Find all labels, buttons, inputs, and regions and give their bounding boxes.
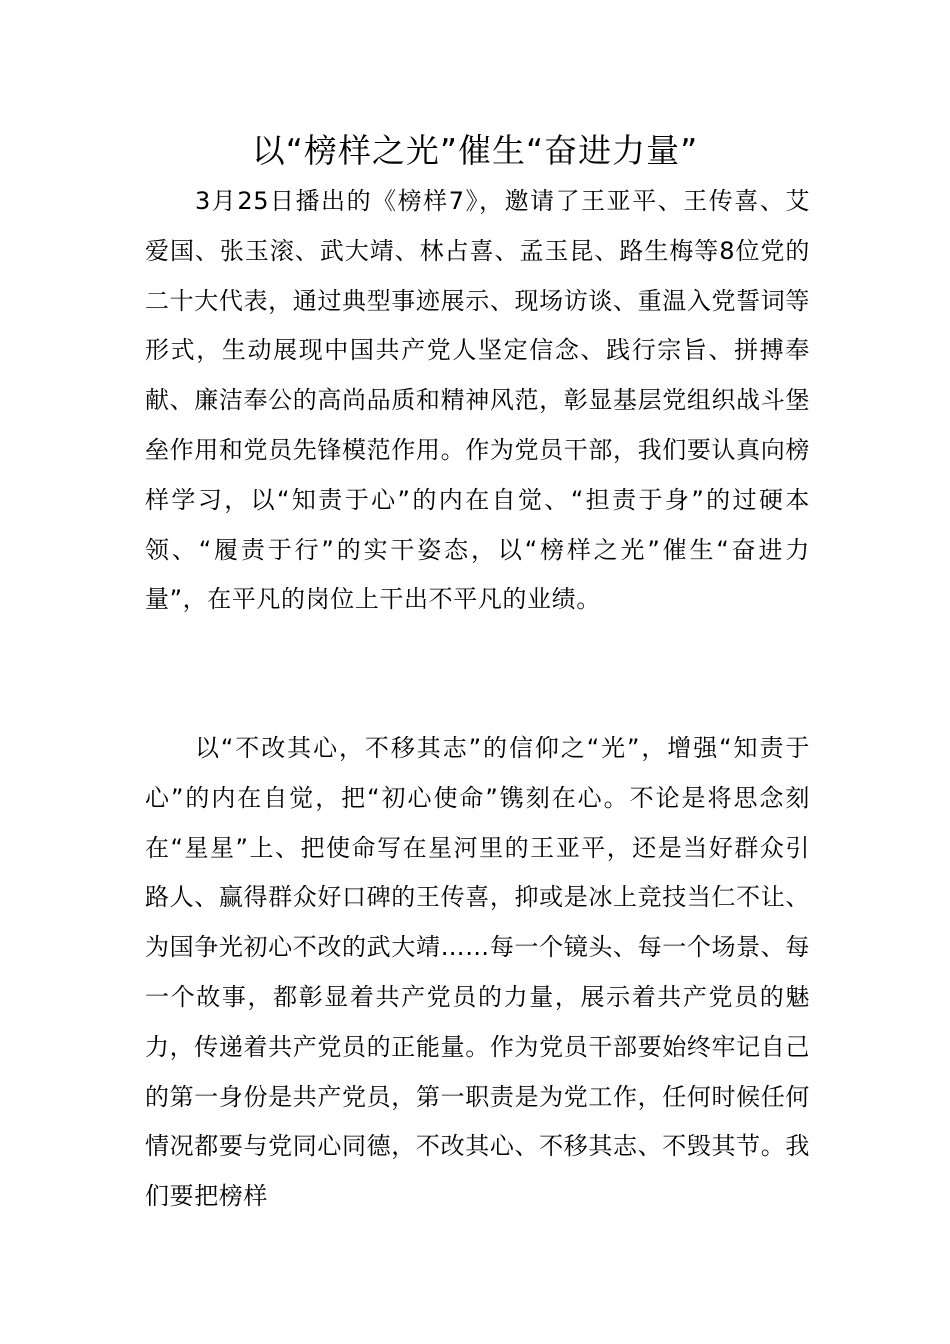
document-title: 以“榜样之光”催生“奋进力量” xyxy=(251,131,699,170)
paragraph-section-one: 以“不改其心，不移其志”的信仰之“光”，增强“知责于心”的内在自觉，把“初心使命”镌刻在心。不论是将思念刻在“星星”上、把使命写在星河里的王亚平，还是当好群众引路人、赢得群众好口碑的王传喜，抑或是冰上竞技当仁不让、为国争光初心不改的武大靖……每一个镜头、每一个场景、每一个故事，都彰显着共产党员的力量，展示着共产党员的魅力，传递着共产党员的正能量。作为党员干部要始终牢记自己的第一身份是共产党员，第一职责是为党工作，任何时候任何情况都要与党同心同德，不改其心、不移其志、不毁其节。我们要把榜样 xyxy=(145,734,810,1211)
paragraph-intro: 3月25日播出的《榜样7》，邀请了王亚平、王传喜、艾爱国、张玉滚、武大靖、林占喜、孟玉昆、路生梅等8位党的二十大代表，通过典型事迹展示、现场访谈、重温入党誓词等形式，生动展现中国共产党人坚定信念、践行宗旨、拼搏奉献、廉洁奉公的高尚品质和精神风范，彰显基层党组织战斗堡垒作用和党员先锋模范作用。作为党员干部，我们要认真向榜样学习，以“知责于心”的内在自觉、“担责于身”的过硬本领、“履责于行”的实干姿态，以“榜样之光”催生“奋进力量”，在平凡的岗位上干出不平凡的业绩。 xyxy=(145,187,810,614)
